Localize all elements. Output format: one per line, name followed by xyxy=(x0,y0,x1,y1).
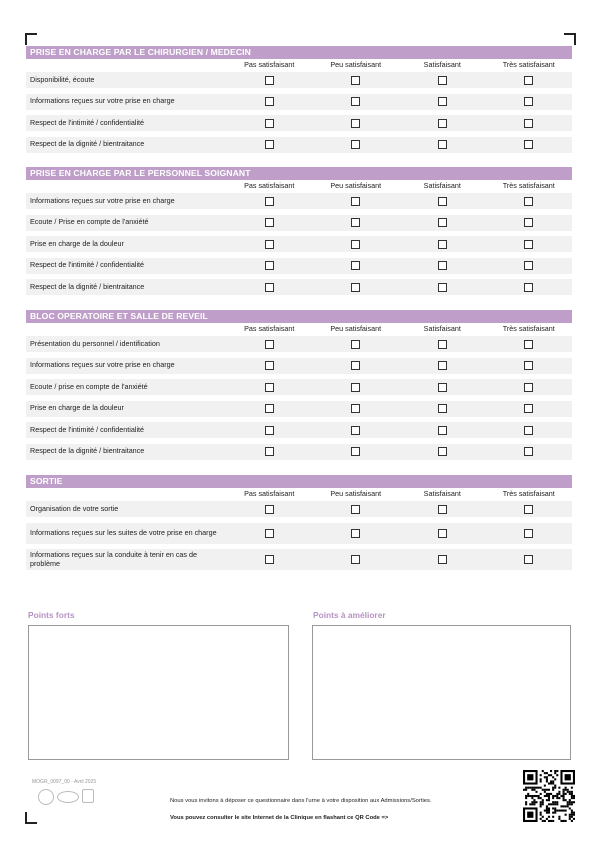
rating-checkbox[interactable] xyxy=(265,555,274,564)
question-label: Prise en charge de la douleur xyxy=(30,403,124,413)
rating-checkbox[interactable] xyxy=(351,404,360,413)
question-row xyxy=(26,444,572,460)
column-header: Pas satisfaisant xyxy=(244,181,295,190)
rating-checkbox[interactable] xyxy=(524,240,533,249)
rating-checkbox[interactable] xyxy=(265,404,274,413)
rating-checkbox[interactable] xyxy=(438,361,447,370)
rating-checkbox[interactable] xyxy=(438,97,447,106)
rating-checkbox[interactable] xyxy=(351,555,360,564)
column-header: Pas satisfaisant xyxy=(244,489,295,498)
document-logo-icon xyxy=(82,789,94,803)
column-header: Très satisfaisant xyxy=(502,489,555,498)
column-header: Peu satisfaisant xyxy=(330,60,382,69)
question-row xyxy=(26,193,572,209)
question-row xyxy=(26,137,572,153)
question-row xyxy=(26,94,572,110)
rating-checkbox[interactable] xyxy=(524,404,533,413)
rating-checkbox[interactable] xyxy=(438,140,447,149)
rating-checkbox[interactable] xyxy=(351,529,360,538)
rating-checkbox[interactable] xyxy=(351,119,360,128)
rating-checkbox[interactable] xyxy=(265,383,274,392)
rating-checkbox[interactable] xyxy=(265,529,274,538)
question-label: Informations reçues sur les suites de votre prise en charge xyxy=(30,527,217,537)
rating-checkbox[interactable] xyxy=(438,261,447,270)
rating-checkbox[interactable] xyxy=(524,76,533,85)
column-header: Pas satisfaisant xyxy=(244,60,295,69)
rating-checkbox[interactable] xyxy=(265,240,274,249)
rating-checkbox[interactable] xyxy=(524,218,533,227)
rating-checkbox[interactable] xyxy=(351,426,360,435)
question-row xyxy=(26,236,572,252)
rating-checkbox[interactable] xyxy=(524,119,533,128)
points-ameliorer-textarea[interactable] xyxy=(312,625,571,760)
question-label: Informations reçues sur votre prise en charge xyxy=(30,360,175,370)
points-ameliorer-label: Points à améliorer xyxy=(313,610,386,620)
question-label: Respect de l'intimité / confidentialité xyxy=(30,117,145,127)
rating-checkbox[interactable] xyxy=(438,404,447,413)
crop-mark-bottom-left xyxy=(25,812,37,824)
rating-checkbox[interactable] xyxy=(351,218,360,227)
rating-checkbox[interactable] xyxy=(351,361,360,370)
rating-checkbox[interactable] xyxy=(524,555,533,564)
question-label: Disponibilité, écoute xyxy=(30,74,95,84)
rating-checkbox[interactable] xyxy=(351,261,360,270)
crop-mark-top-right xyxy=(564,33,576,45)
rating-checkbox[interactable] xyxy=(265,119,274,128)
question-row xyxy=(26,501,572,517)
column-header: Peu satisfaisant xyxy=(330,489,382,498)
rating-checkbox[interactable] xyxy=(524,426,533,435)
rating-checkbox[interactable] xyxy=(438,383,447,392)
rating-checkbox[interactable] xyxy=(265,426,274,435)
crop-mark-top-left xyxy=(25,33,37,45)
section-title: BLOC OPERATOIRE ET SALLE DE REVEIL xyxy=(26,310,572,323)
document-reference: MOGR_0097_00 - Avril 2025 xyxy=(32,779,97,785)
rating-checkbox[interactable] xyxy=(351,283,360,292)
rating-checkbox[interactable] xyxy=(351,76,360,85)
column-header: Très satisfaisant xyxy=(502,181,555,190)
points-forts-textarea[interactable] xyxy=(28,625,289,760)
rating-checkbox[interactable] xyxy=(438,426,447,435)
column-header: Pas satisfaisant xyxy=(244,324,295,333)
rating-checkbox[interactable] xyxy=(524,97,533,106)
rating-checkbox[interactable] xyxy=(265,140,274,149)
question-label: Respect de la dignité / bientraitance xyxy=(30,281,145,291)
section-0 xyxy=(26,46,572,153)
rating-checkbox[interactable] xyxy=(438,529,447,538)
qr-code-icon[interactable] xyxy=(523,770,575,822)
rating-checkbox[interactable] xyxy=(524,361,533,370)
column-header: Satisfaisant xyxy=(423,324,461,333)
rating-checkbox[interactable] xyxy=(524,197,533,206)
rating-checkbox[interactable] xyxy=(265,361,274,370)
rating-checkbox[interactable] xyxy=(438,218,447,227)
footer-instruction: Nous vous invitons à déposer ce questionnaire dans l'urne à votre disposition aux Admissions/Sorties. xyxy=(170,798,432,804)
question-label: Organisation de votre sortie xyxy=(30,503,119,513)
rating-checkbox[interactable] xyxy=(524,261,533,270)
rating-checkbox[interactable] xyxy=(265,283,274,292)
rating-checkbox[interactable] xyxy=(524,447,533,456)
question-label: Ecoute / Prise en compte de l'anxiété xyxy=(30,217,149,227)
question-row xyxy=(26,215,572,231)
rating-checkbox[interactable] xyxy=(524,283,533,292)
rating-checkbox[interactable] xyxy=(351,340,360,349)
rating-checkbox[interactable] xyxy=(438,240,447,249)
column-headers xyxy=(26,180,572,191)
rating-checkbox[interactable] xyxy=(265,505,274,514)
rating-checkbox[interactable] xyxy=(438,76,447,85)
section-title: PRISE EN CHARGE PAR LE PERSONNEL SOIGNANT xyxy=(26,167,572,180)
question-label: Respect de l'intimité / confidentialité xyxy=(30,424,145,434)
footer-website-note: Vous pouvez consulter le site Internet de la Clinique en flashant ce QR Code => xyxy=(170,815,389,821)
rating-checkbox[interactable] xyxy=(438,119,447,128)
question-row xyxy=(26,379,572,395)
rating-checkbox[interactable] xyxy=(438,447,447,456)
question-row xyxy=(26,549,572,570)
question-row xyxy=(26,72,572,88)
rating-checkbox[interactable] xyxy=(265,197,274,206)
column-header: Très satisfaisant xyxy=(502,324,555,333)
rating-checkbox[interactable] xyxy=(351,140,360,149)
rating-checkbox[interactable] xyxy=(351,383,360,392)
question-label: Respect de l'intimité / confidentialité xyxy=(30,260,145,270)
column-header: Peu satisfaisant xyxy=(330,181,382,190)
rating-checkbox[interactable] xyxy=(438,197,447,206)
rating-checkbox[interactable] xyxy=(524,140,533,149)
rating-checkbox[interactable] xyxy=(524,383,533,392)
certification-logo-icon xyxy=(38,789,54,805)
rating-checkbox[interactable] xyxy=(265,97,274,106)
quality-logo-icon xyxy=(57,791,79,803)
question-row xyxy=(26,523,572,544)
column-header: Satisfaisant xyxy=(423,60,461,69)
rating-checkbox[interactable] xyxy=(265,76,274,85)
section-1 xyxy=(26,167,572,295)
rating-checkbox[interactable] xyxy=(351,447,360,456)
rating-checkbox[interactable] xyxy=(265,447,274,456)
column-header: Satisfaisant xyxy=(423,489,461,498)
question-row xyxy=(26,279,572,295)
rating-checkbox[interactable] xyxy=(438,283,447,292)
column-header: Satisfaisant xyxy=(423,181,461,190)
column-headers xyxy=(26,59,572,70)
question-label: Présentation du personnel / identification xyxy=(30,338,160,348)
section-2 xyxy=(26,310,572,460)
rating-checkbox[interactable] xyxy=(351,197,360,206)
question-label: Ecoute / prise en compte de l'anxiété xyxy=(30,381,148,391)
section-title: SORTIE xyxy=(26,475,572,488)
question-row xyxy=(26,336,572,352)
rating-checkbox[interactable] xyxy=(524,505,533,514)
question-row xyxy=(26,258,572,274)
question-label: Informations reçues sur la conduite à tenir en cas de problème xyxy=(30,550,198,568)
question-row xyxy=(26,401,572,417)
question-label: Respect de la dignité / bientraitance xyxy=(30,139,145,149)
section-title: PRISE EN CHARGE PAR LE CHIRURGIEN / MEDECIN xyxy=(26,46,572,59)
rating-checkbox[interactable] xyxy=(524,340,533,349)
rating-checkbox[interactable] xyxy=(265,261,274,270)
question-row xyxy=(26,358,572,374)
points-forts-label: Points forts xyxy=(28,610,75,620)
rating-checkbox[interactable] xyxy=(524,529,533,538)
rating-checkbox[interactable] xyxy=(438,340,447,349)
question-label: Informations reçues sur votre prise en charge xyxy=(30,96,175,106)
question-label: Prise en charge de la douleur xyxy=(30,238,124,248)
column-header: Très satisfaisant xyxy=(502,60,555,69)
rating-checkbox[interactable] xyxy=(351,240,360,249)
rating-checkbox[interactable] xyxy=(265,340,274,349)
rating-checkbox[interactable] xyxy=(351,505,360,514)
question-row xyxy=(26,422,572,438)
rating-checkbox[interactable] xyxy=(438,505,447,514)
section-3 xyxy=(26,475,572,570)
question-row xyxy=(26,115,572,131)
certification-logos xyxy=(38,789,94,805)
rating-checkbox[interactable] xyxy=(265,218,274,227)
question-label: Informations reçues sur votre prise en charge xyxy=(30,195,175,205)
column-headers xyxy=(26,488,572,499)
rating-checkbox[interactable] xyxy=(438,555,447,564)
question-label: Respect de la dignité / bientraitance xyxy=(30,446,145,456)
column-header: Peu satisfaisant xyxy=(330,324,382,333)
column-headers xyxy=(26,323,572,334)
rating-checkbox[interactable] xyxy=(351,97,360,106)
